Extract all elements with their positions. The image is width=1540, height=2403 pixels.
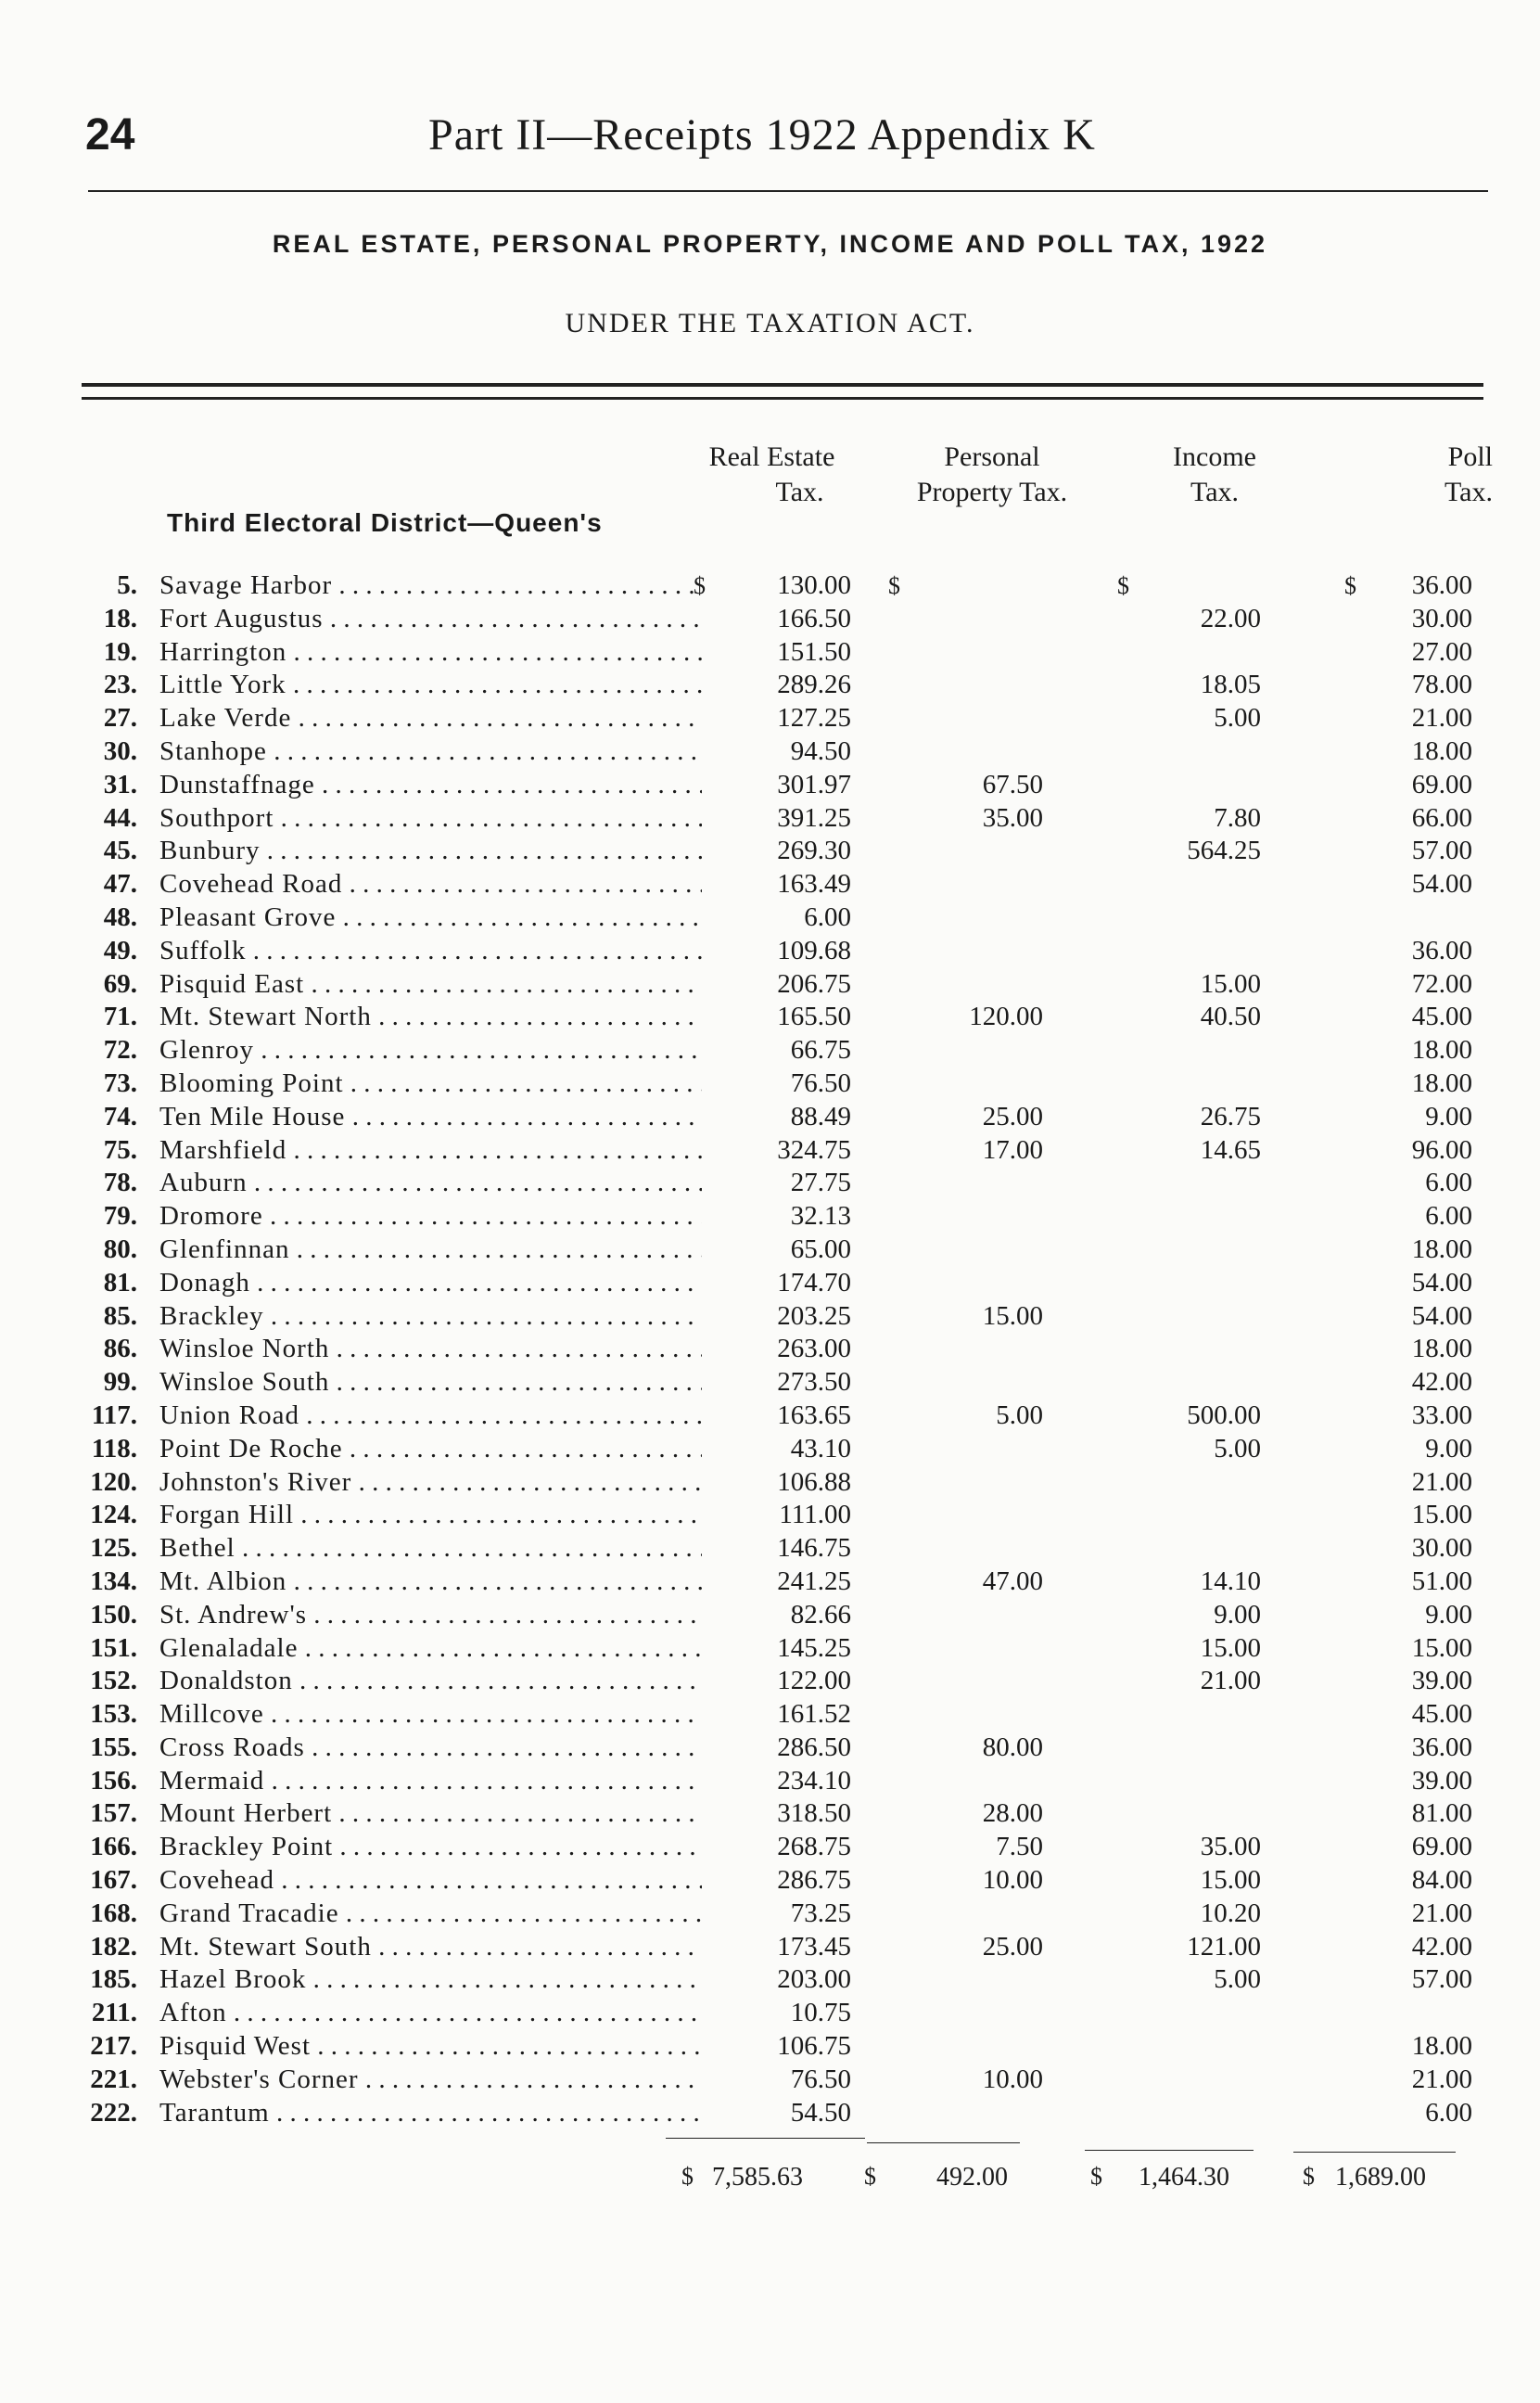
place-name: Mermaid . . . [159,1765,702,1798]
table-row [0,1333,1540,1366]
row-number: 79. [103,1201,137,1232]
row-number: 185. [90,1964,137,1995]
table-subheading: UNDER THE TAXATION ACT. [565,308,975,339]
personal-property-tax: 15.00 [982,1300,1043,1331]
poll-tax: 9.00 [1425,1101,1472,1131]
table-row [0,1931,1540,1964]
page-number: 24 [85,110,135,160]
poll-tax: 9.00 [1425,1433,1472,1464]
row-number: 125. [90,1533,137,1564]
place-name: Blooming Point . . . [159,1067,702,1101]
real-estate-tax: 43.10 [790,1433,851,1464]
place-name: Point De Roche . . . [159,1433,702,1466]
real-estate-tax: 301.97 [777,769,851,799]
row-number: 120. [90,1466,137,1497]
real-estate-tax: 286.50 [777,1732,851,1762]
poll-tax: 81.00 [1411,1798,1472,1829]
place-name: Grand Tracadie . . . [159,1898,702,1931]
poll-tax: 18.00 [1411,1067,1472,1098]
column-header-income: Income Tax. [1173,441,1256,507]
row-number: 47. [103,869,137,900]
row-number: 124. [90,1500,137,1530]
row-number: 152. [90,1666,137,1696]
income-tax: 40.50 [1200,1002,1261,1032]
real-estate-tax: 391.25 [777,802,851,833]
real-estate-tax: 241.25 [777,1566,851,1596]
place-name: Hazel Brook . . . [159,1963,702,1997]
table-row [0,1732,1540,1765]
income-tax: 121.00 [1187,1931,1261,1962]
place-name: Pisquid East . . . [159,968,702,1002]
real-estate-tax: 106.75 [777,2031,851,2062]
place-name: Donaldston . . . [159,1665,702,1698]
total-poll-dollar: $ [1303,2163,1315,2190]
total-real-estate: 7,585.63 [712,2163,803,2192]
poll-tax: 36.00 [1411,570,1472,600]
income-tax: 5.00 [1214,1964,1261,1995]
income-tax: 10.20 [1200,1898,1261,1928]
table-row [0,636,1540,670]
row-number: 19. [103,636,137,667]
header-rule [88,190,1488,192]
table-row [0,1267,1540,1300]
personal-property-tax: 25.00 [982,1101,1043,1131]
poll-tax: 54.00 [1411,869,1472,900]
place-name: Auburn . . . [159,1167,702,1200]
poll-tax: 21.00 [1411,1898,1472,1928]
row-number: 151. [90,1632,137,1663]
table-row [0,2064,1540,2097]
poll-tax: 9.00 [1425,1599,1472,1630]
poll-tax: 72.00 [1411,968,1472,999]
total-personal-dollar: $ [864,2163,876,2190]
poll-tax: 39.00 [1411,1666,1472,1696]
place-name: Donagh . . . [159,1267,702,1300]
place-name: Lake Verde . . . [159,702,702,735]
table-row [0,1034,1540,1067]
row-number: 155. [90,1732,137,1762]
row-number: 99. [103,1367,137,1398]
table-row [0,901,1540,935]
place-name: Bunbury . . . [159,835,702,868]
place-name: Millcove . . . [159,1698,702,1732]
poll-tax: 39.00 [1411,1765,1472,1796]
real-estate-tax: 318.50 [777,1798,851,1829]
poll-tax: 36.00 [1411,935,1472,965]
place-name: St. Andrew's . . . [159,1599,702,1632]
row-number: 85. [103,1300,137,1331]
real-estate-tax: 163.49 [777,869,851,900]
table-row [0,1067,1540,1101]
income-tax: 15.00 [1200,1632,1261,1663]
poll-tax: 69.00 [1411,1832,1472,1862]
place-name: Harrington . . . [159,636,702,670]
real-estate-tax: 289.26 [777,670,851,700]
real-estate-tax: 273.50 [777,1367,851,1398]
real-estate-tax: 130.00 [777,570,851,600]
it-dollar: $ [1117,572,1129,599]
row-number: 69. [103,968,137,999]
row-number: 23. [103,670,137,700]
real-estate-tax: 54.50 [790,2097,851,2128]
poll-tax: 78.00 [1411,670,1472,700]
poll-tax: 21.00 [1411,1466,1472,1497]
real-estate-tax: 269.30 [777,836,851,866]
table-row [0,1797,1540,1831]
real-estate-tax: 286.75 [777,1865,851,1896]
row-number: 5. [117,570,137,600]
place-name: Glenroy . . . [159,1034,702,1067]
income-tax: 5.00 [1214,1433,1261,1464]
table-row [0,2097,1540,2130]
place-name: Forgan Hill . . . [159,1499,702,1532]
poll-tax: 66.00 [1411,802,1472,833]
real-estate-tax: 27.75 [790,1168,851,1198]
poll-tax: 27.00 [1411,636,1472,667]
personal-property-tax: 120.00 [969,1002,1043,1032]
total-personal: 492.00 [936,2163,1008,2192]
district-title: Third Electoral District—Queen's [167,508,603,537]
real-estate-tax: 263.00 [777,1334,851,1364]
table-row [0,1200,1540,1233]
poll-tax: 57.00 [1411,1964,1472,1995]
real-estate-tax: 161.52 [777,1699,851,1730]
place-name: Afton . . . [159,1997,702,2030]
table-row [0,769,1540,802]
place-name: Glenaladale . . . [159,1632,702,1666]
income-tax: 26.75 [1200,1101,1261,1131]
real-estate-tax: 146.75 [777,1533,851,1564]
table-row [0,968,1540,1002]
place-name: Marshfield . . . [159,1134,702,1168]
row-number: 81. [103,1267,137,1297]
personal-property-tax: 10.00 [982,2064,1043,2094]
table-row [0,1001,1540,1034]
place-name: Little York . . . [159,669,702,702]
poll-tax: 51.00 [1411,1566,1472,1596]
table-row [0,1233,1540,1267]
table-row [0,1765,1540,1798]
income-tax: 22.00 [1200,603,1261,633]
table-row [0,1466,1540,1500]
row-number: 157. [90,1798,137,1829]
personal-property-tax: 17.00 [982,1134,1043,1165]
row-number: 18. [103,603,137,633]
real-estate-tax: 122.00 [777,1666,851,1696]
place-name: Johnston's River . . . [159,1466,702,1500]
real-estate-tax: 234.10 [777,1765,851,1796]
poll-tax: 36.00 [1411,1732,1472,1762]
real-estate-tax: 109.68 [777,935,851,965]
row-number: 86. [103,1334,137,1364]
table-row [0,669,1540,702]
row-number: 182. [90,1931,137,1962]
personal-property-tax: 35.00 [982,802,1043,833]
row-number: 45. [103,836,137,866]
poll-tax: 30.00 [1411,1533,1472,1564]
re-dollar: $ [694,572,706,599]
table-row [0,1433,1540,1466]
total-rule-real-estate [666,2138,865,2139]
real-estate-tax: 76.50 [790,1067,851,1098]
row-number: 49. [103,935,137,965]
place-name: Southport . . . [159,802,702,836]
table-row [0,1366,1540,1400]
total-income-dollar: $ [1090,2163,1102,2190]
place-name: Fort Augustus . . . [159,603,702,636]
poll-tax: 18.00 [1411,1233,1472,1264]
income-tax: 35.00 [1200,1832,1261,1862]
table-row [0,1499,1540,1532]
personal-property-tax: 10.00 [982,1865,1043,1896]
table-row [0,1566,1540,1599]
row-number: 27. [103,703,137,734]
personal-property-tax: 47.00 [982,1566,1043,1596]
place-name: Covehead Road . . . [159,868,702,901]
real-estate-tax: 166.50 [777,603,851,633]
place-name: Tarantum . . . [159,2097,702,2130]
total-real-estate-dollar: $ [681,2163,694,2190]
poll-tax: 15.00 [1411,1500,1472,1530]
row-number: 134. [90,1566,137,1596]
poll-tax: 30.00 [1411,603,1472,633]
poll-tax: 54.00 [1411,1300,1472,1331]
place-name: Covehead . . . [159,1864,702,1898]
row-number: 74. [103,1101,137,1131]
poll-tax: 45.00 [1411,1002,1472,1032]
row-number: 44. [103,802,137,833]
income-tax: 9.00 [1214,1599,1261,1630]
real-estate-tax: 6.00 [804,901,851,932]
poll-tax: 33.00 [1411,1400,1472,1430]
table-row [0,1698,1540,1732]
table-row [0,802,1540,836]
place-name: Brackley . . . [159,1300,702,1334]
poll-tax: 45.00 [1411,1699,1472,1730]
place-name: Union Road . . . [159,1400,702,1433]
personal-property-tax: 25.00 [982,1931,1043,1962]
place-name: Dunstaffnage . . . [159,769,702,802]
table-row [0,935,1540,968]
table-row [0,1101,1540,1134]
totals-row [0,2163,1540,2200]
poll-tax: 6.00 [1425,1168,1472,1198]
table-row [0,1831,1540,1864]
column-header-poll: Poll Tax. [1444,441,1493,507]
income-tax: 14.10 [1200,1566,1261,1596]
real-estate-tax: 10.75 [790,1998,851,2028]
real-estate-tax: 163.65 [777,1400,851,1430]
real-estate-tax: 66.75 [790,1035,851,1066]
real-estate-tax: 111.00 [779,1500,851,1530]
poll-tax: 84.00 [1411,1865,1472,1896]
personal-property-tax: 28.00 [982,1798,1043,1829]
table-row [0,1400,1540,1433]
poll-tax: 18.00 [1411,1035,1472,1066]
income-tax: 21.00 [1200,1666,1261,1696]
income-tax: 15.00 [1200,968,1261,999]
table-row [0,1532,1540,1566]
real-estate-tax: 82.66 [790,1599,851,1630]
column-header-personal-property: Personal Property Tax. [916,441,1068,507]
place-name: Mt. Stewart South . . . [159,1931,702,1964]
income-tax: 5.00 [1214,703,1261,734]
place-name: Mt. Albion . . . [159,1566,702,1599]
place-name: Pleasant Grove . . . [159,901,702,935]
real-estate-tax: 106.88 [777,1466,851,1497]
table-row [0,1134,1540,1168]
place-name: Winsloe South . . . [159,1366,702,1400]
place-name: Brackley Point . . . [159,1831,702,1864]
poll-tax: 21.00 [1411,703,1472,734]
poll-tax: 18.00 [1411,2031,1472,2062]
table-row [0,2030,1540,2064]
table-row [0,1599,1540,1632]
income-tax: 14.65 [1200,1134,1261,1165]
real-estate-tax: 127.25 [777,703,851,734]
personal-property-tax: 7.50 [996,1832,1043,1862]
real-estate-tax: 145.25 [777,1632,851,1663]
row-number: 221. [90,2064,137,2094]
place-name: Suffolk . . . [159,935,702,968]
personal-property-tax: 5.00 [996,1400,1043,1430]
place-name: Pisquid West . . . [159,2030,702,2064]
place-name: Dromore . . . [159,1200,702,1233]
poll-tax: 21.00 [1411,2064,1472,2094]
table-row [0,735,1540,769]
place-name: Ten Mile House . . . [159,1101,702,1134]
row-number: 167. [90,1865,137,1896]
poll-tax: 42.00 [1411,1931,1472,1962]
real-estate-tax: 151.50 [777,636,851,667]
poll-tax: 69.00 [1411,769,1472,799]
income-tax: 564.25 [1187,836,1261,866]
total-income: 1,464.30 [1139,2163,1229,2192]
real-estate-tax: 206.75 [777,968,851,999]
real-estate-tax: 88.49 [790,1101,851,1131]
table-row [0,868,1540,901]
pt-dollar: $ [1344,572,1356,599]
real-estate-tax: 324.75 [777,1134,851,1165]
row-number: 117. [91,1400,137,1430]
place-name: Stanhope . . . [159,735,702,769]
poll-tax: 6.00 [1425,2097,1472,2128]
page-title: Part II—Receipts 1922 Appendix K [428,110,1096,160]
place-name: Bethel . . . [159,1532,702,1566]
total-rule-income [1085,2150,1254,2151]
row-number: 118. [91,1433,137,1464]
row-number: 156. [90,1765,137,1796]
row-number: 80. [103,1233,137,1264]
row-number: 31. [103,769,137,799]
table-row [0,569,1540,603]
income-tax: 15.00 [1200,1865,1261,1896]
table-row [0,1963,1540,1997]
place-name: Winsloe North . . . [159,1333,702,1366]
table-row [0,835,1540,868]
total-rule-poll [1293,2152,1456,2153]
double-rule-bottom [82,397,1483,400]
row-number: 217. [90,2031,137,2062]
poll-tax: 57.00 [1411,836,1472,866]
table-row [0,1864,1540,1898]
place-name: Webster's Corner . . . [159,2064,702,2097]
real-estate-tax: 203.25 [777,1300,851,1331]
place-name: Mt. Stewart North . . . [159,1001,702,1034]
table-heading: REAL ESTATE, PERSONAL PROPERTY, INCOME AND POLL TAX, 1922 [272,230,1268,258]
row-number: 30. [103,735,137,766]
poll-tax: 96.00 [1411,1134,1472,1165]
row-number: 166. [90,1832,137,1862]
total-poll: 1,689.00 [1335,2163,1426,2192]
personal-property-tax: 80.00 [982,1732,1043,1762]
total-rule-personal [867,2142,1020,2143]
table-row [0,1898,1540,1931]
double-rule-top [82,383,1483,387]
table-row [0,1632,1540,1666]
table-row [0,1997,1540,2030]
row-number: 222. [90,2097,137,2128]
page-header [85,109,1485,165]
row-number: 71. [103,1002,137,1032]
poll-tax: 54.00 [1411,1267,1472,1297]
income-tax: 7.80 [1214,802,1261,833]
pp-dollar: $ [888,572,900,599]
real-estate-tax: 94.50 [790,735,851,766]
table-row [0,702,1540,735]
row-number: 150. [90,1599,137,1630]
row-number: 211. [91,1998,137,2028]
row-number: 153. [90,1699,137,1730]
row-number: 75. [103,1134,137,1165]
table-row [0,1300,1540,1334]
real-estate-tax: 268.75 [777,1832,851,1862]
row-number: 73. [103,1067,137,1098]
place-name: Mount Herbert . . . [159,1797,702,1831]
real-estate-tax: 165.50 [777,1002,851,1032]
place-name: Savage Harbor . . . [159,569,702,603]
place-name: Cross Roads . . . [159,1732,702,1765]
tax-table [0,569,1540,2129]
income-tax: 500.00 [1187,1400,1261,1430]
poll-tax: 18.00 [1411,735,1472,766]
real-estate-tax: 65.00 [790,1233,851,1264]
poll-tax: 6.00 [1425,1201,1472,1232]
real-estate-tax: 203.00 [777,1964,851,1995]
table-row [0,603,1540,636]
personal-property-tax: 67.50 [982,769,1043,799]
place-name: Glenfinnan . . . [159,1233,702,1267]
table-row [0,1665,1540,1698]
row-number: 168. [90,1898,137,1928]
row-number: 48. [103,901,137,932]
real-estate-tax: 174.70 [777,1267,851,1297]
real-estate-tax: 173.45 [777,1931,851,1962]
real-estate-tax: 32.13 [790,1201,851,1232]
table-row [0,1167,1540,1200]
column-header-real-estate: Real Estate Tax. [708,441,835,507]
poll-tax: 18.00 [1411,1334,1472,1364]
poll-tax: 15.00 [1411,1632,1472,1663]
income-tax: 18.05 [1200,670,1261,700]
real-estate-tax: 76.50 [790,2064,851,2094]
row-number: 72. [103,1035,137,1066]
real-estate-tax: 73.25 [790,1898,851,1928]
poll-tax: 42.00 [1411,1367,1472,1398]
row-number: 78. [103,1168,137,1198]
